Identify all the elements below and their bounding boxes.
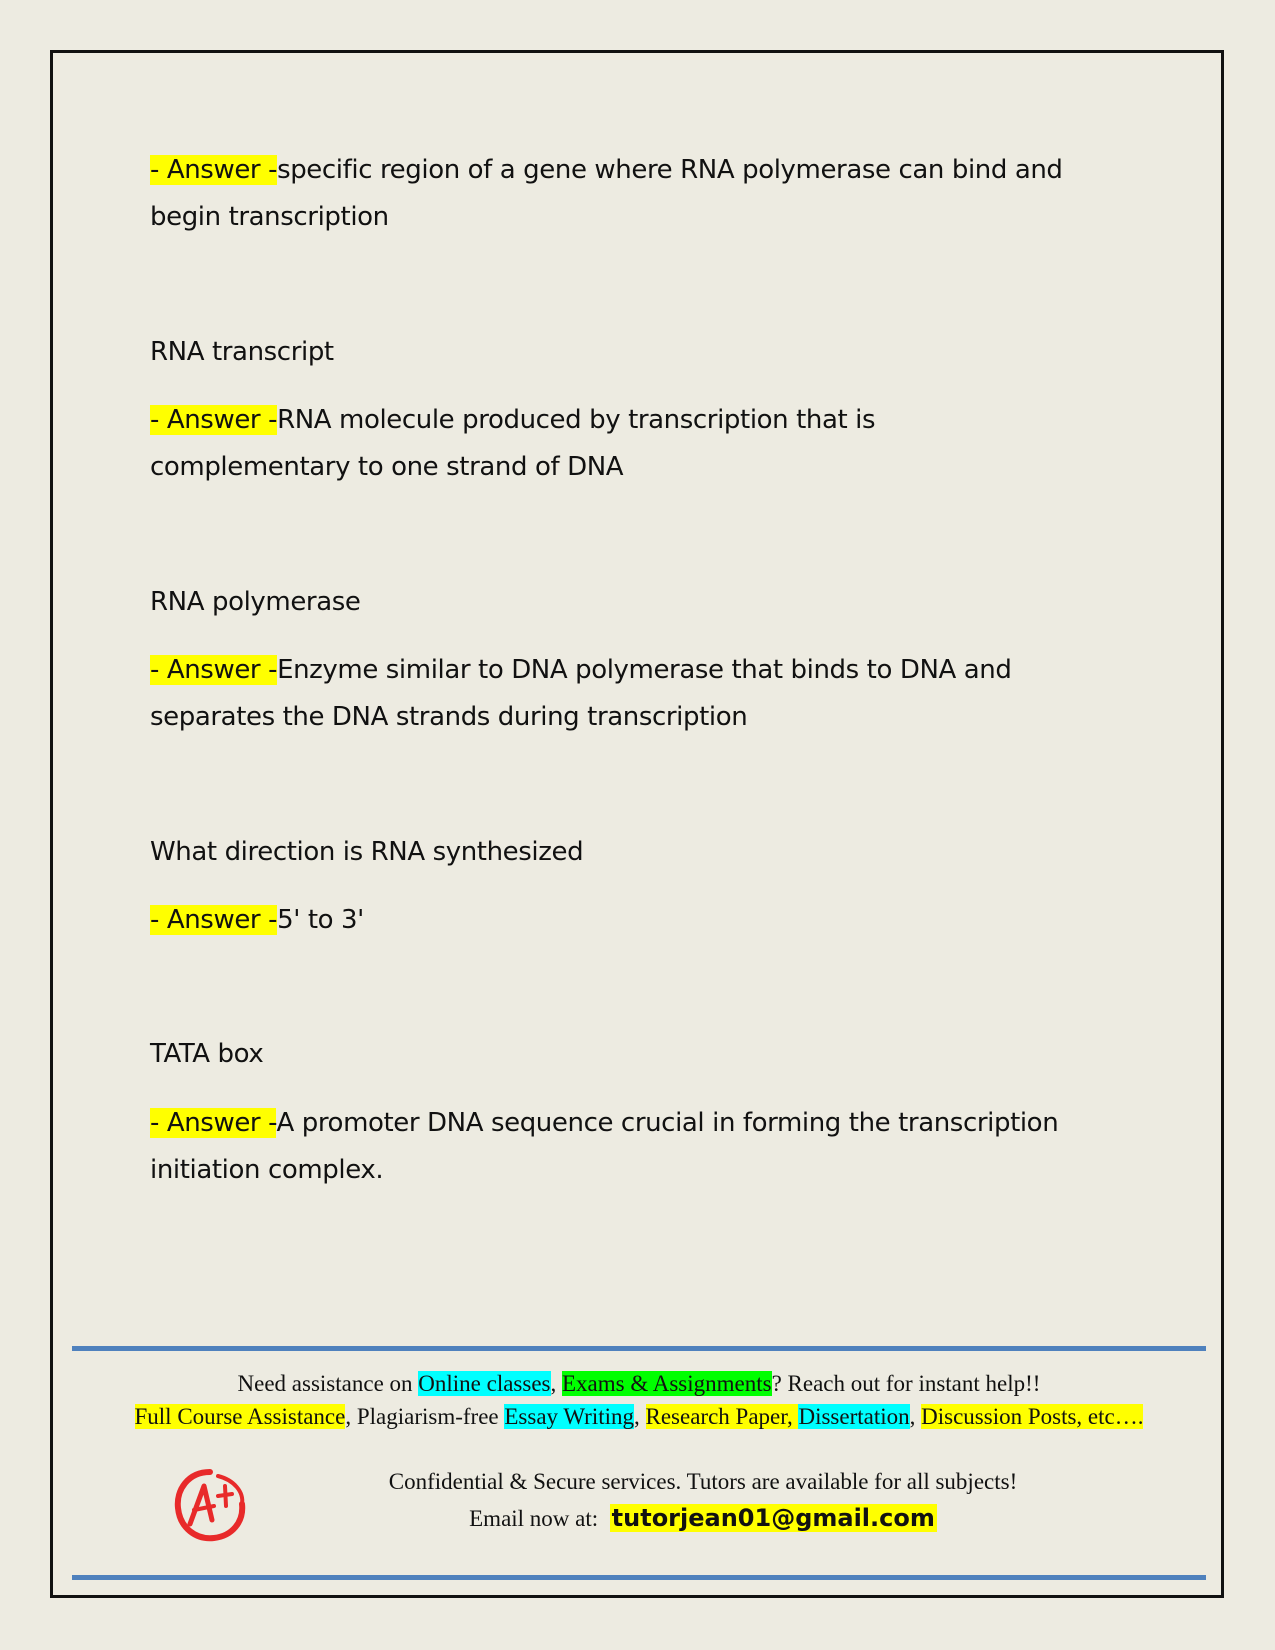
footer-highlight-full-course: Full Course Assistance [134,1404,346,1429]
answer-text: specific region of a gene where RNA polymerase can bind and [277,155,1063,185]
footer-text: ? Reach out for instant help!! [771,1371,1041,1396]
answer-text-cont: complementary to one strand of DNA [150,452,624,482]
answer-text-cont: separates the DNA strands during transcription [150,702,748,732]
footer-highlight-essay: Essay Writing [504,1404,634,1429]
term: RNA transcript [150,337,334,367]
footer-text: , [634,1404,646,1429]
email-label: Email now at: [469,1506,610,1531]
answer-prefix: - Answer - [150,405,278,435]
footer-highlight-dissertation: Dissertation [798,1404,910,1429]
email-address[interactable]: tutorjean01@gmail.com [611,1504,935,1532]
page-border [50,50,1224,1598]
term: TATA box [150,1039,264,1069]
footer-text: , Plagiarism-free [345,1404,505,1429]
answer-text: 5' to 3' [277,905,364,935]
footer-rule-top [72,1346,1206,1351]
footer-text: Need assistance on [237,1371,419,1396]
answer-text: A promoter DNA sequence crucial in forming the transcription [276,1108,1059,1138]
answer-prefix: - Answer - [150,905,278,935]
footer-line-1 [72,1368,1206,1400]
answer-block [150,1100,1140,1194]
footer-text: , [550,1371,562,1396]
footer-highlight-discussion: Discussion Posts, etc…. [921,1404,1144,1429]
answer-block [150,647,1140,741]
footer-email-line [200,1502,1206,1535]
answer-text-cont: initiation complex. [150,1155,384,1185]
answer-block [150,397,1140,491]
answer-block [150,147,1140,241]
term: What direction is RNA synthesized [150,837,584,867]
answer-text: Enzyme similar to DNA polymerase that binds to DNA and [277,655,1012,685]
answer-prefix: - Answer - [150,655,278,685]
footer-highlight-exams: Exams & Assignments [562,1371,772,1396]
answer-prefix: - Answer - [150,1108,277,1138]
answer-text: RNA molecule produced by transcription that is [277,405,876,435]
answer-text-cont: begin transcription [150,202,389,232]
footer-rule-bottom [72,1575,1206,1580]
footer-text: , [909,1404,922,1429]
answer-block [150,897,1140,944]
footer-line-3: Confidential & Secure services. Tutors are available for all subjects! [388,1469,1018,1494]
footer-highlight-research: Research Paper, [645,1404,799,1429]
answer-prefix: - Answer - [150,155,278,185]
term: RNA polymerase [150,587,361,617]
footer-line-2 [72,1401,1206,1433]
footer-highlight-online-classes: Online classes [418,1371,551,1396]
